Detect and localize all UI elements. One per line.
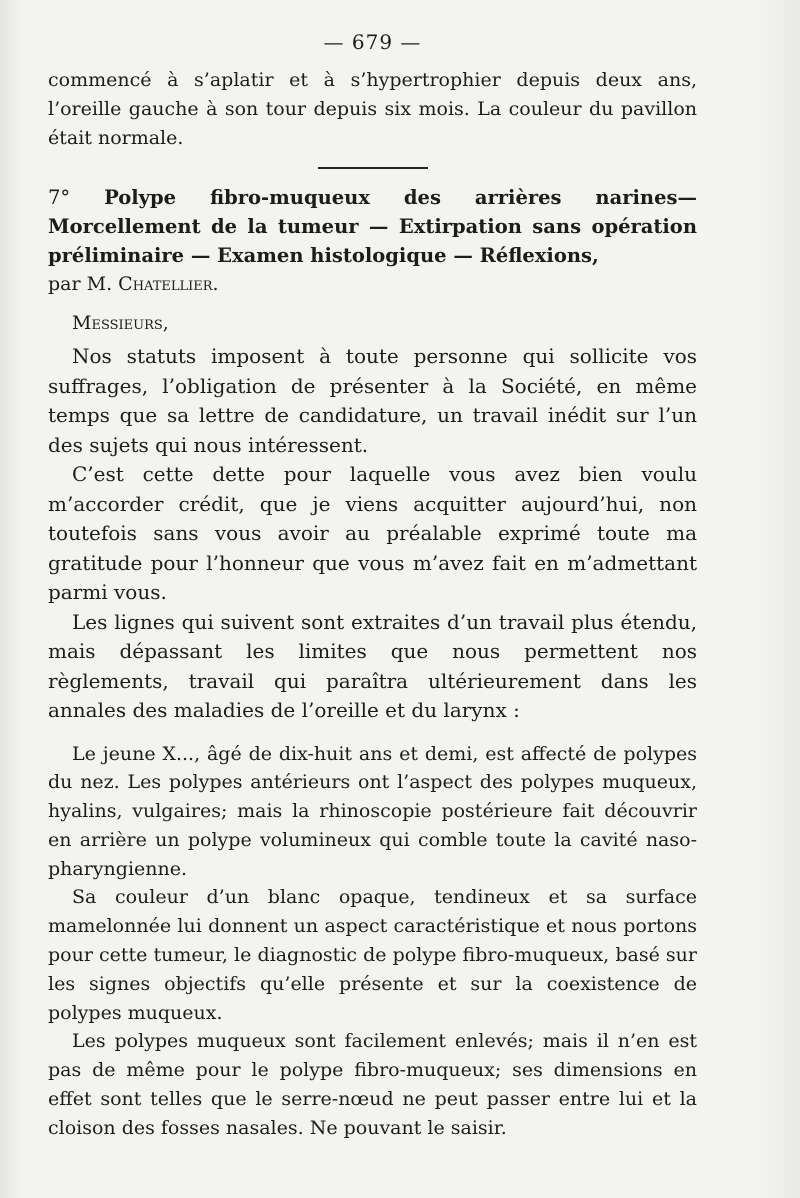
case-paragraph: Le jeune X..., âgé de dix-huit ans et demi, est affecté de polypes du nez. Les polypes antérieurs ont l’aspect des polypes muqueux, hyalins, vulgaires; mais la rhinoscopie postérieure fait découvrir en arrière un polype volumineux qui comble toute la cavité naso-pharyngienne.: [48, 742, 697, 880]
body-text: [48, 342, 697, 726]
case-paragraph: Les polypes muqueux sont facilement enlevés; mais il n’en est pas de même pour le polype fibro-muqueux; ses dimensions en effet sont telles que le serre-nœud ne peut passer entre lui et la cloison des fosses nasales. Ne pouvant le saisir.: [48, 1030, 697, 1139]
continuation-paragraph: commencé à s’aplatir et à s’hypertrophier depuis deux ans, l’oreille gauche à son tour depuis six mois. La couleur du pavillon était normale.: [48, 69, 697, 149]
byline-prefix: par M.: [48, 273, 113, 295]
section-title: Polype fibro-muqueux des arrières narines—Morcellement de la tumeur — Extirpation sans opération préliminaire — Examen histologique — Réflexions,: [48, 186, 697, 267]
case-paragraph: Sa couleur d’un blanc opaque, tendineux et sa surface mamelonnée lui donnent un aspect caractéristique et nous portons pour cette tumeur, le diagnostic de polype fibro-muqueux, basé sur les signes objectifs qu’elle présente et sur la coexistence de polypes muqueux.: [48, 886, 697, 1024]
case-report: [48, 740, 697, 1143]
body-paragraph: Les lignes qui suivent sont extraites d’un travail plus étendu, mais dépassant les limites que nous permettent nos règlements, travail qui paraîtra ultérieurement dans les annales des maladies de l’oreille et du larynx :: [48, 609, 697, 722]
byline: [48, 270, 697, 299]
body-paragraph: C’est cette dette pour laquelle vous avez bien voulu m’accorder crédit, que je viens acquitter aujourd’hui, non toutefois sans vous avoir au préalable exprimé toute ma gratitude pour l’honneur que vous m’avez fait en m’admettant parmi vous.: [48, 462, 697, 604]
salutation: Messieurs,: [72, 312, 169, 334]
section-divider: [318, 167, 428, 169]
author-name: Chatellier.: [118, 273, 219, 295]
body-paragraph: Nos statuts imposent à toute personne qui sollicite vos suffrages, l’obligation de présenter à la Société, en même temps que sa lettre de candidature, un travail inédit sur l’un des sujets qui nous intéressent.: [48, 344, 697, 457]
page-number: — 679 —: [323, 30, 422, 54]
section-number: 7°: [48, 186, 71, 209]
section-heading: [48, 183, 697, 270]
